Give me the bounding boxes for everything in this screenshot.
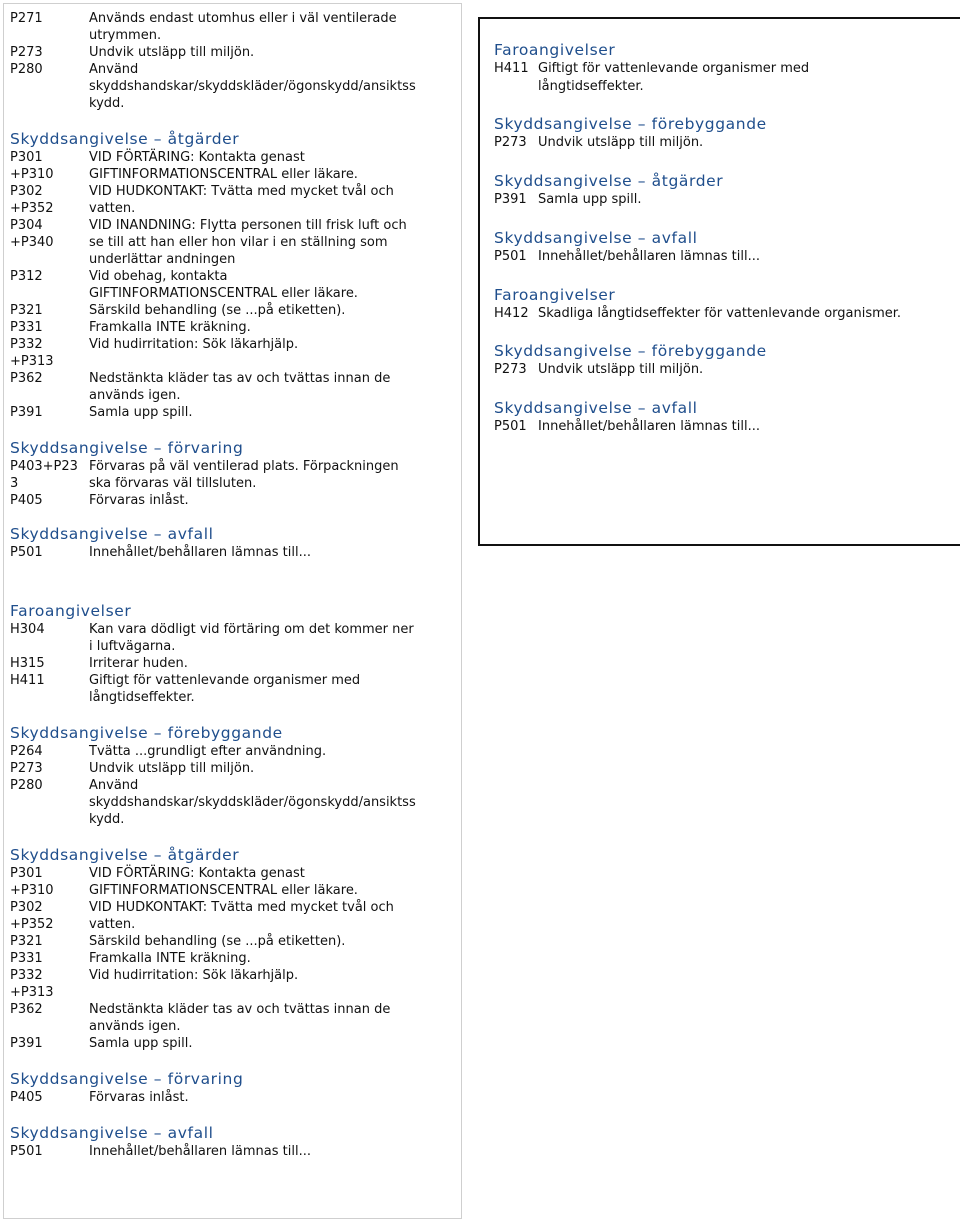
section-heading: Faroangivelser <box>10 602 132 620</box>
section-heading: Skyddsangivelse – förebyggande <box>10 724 283 742</box>
continuation-rows <box>10 10 450 112</box>
statement-code: P302 +P352 <box>10 184 54 216</box>
statement-text: VID INANDNING: Flytta personen till frisk luft och se till att han eller hon vilar i en ställning som underlättar andningen <box>89 218 407 267</box>
statement-row <box>10 760 450 777</box>
statement-code: P391 <box>494 192 527 207</box>
statement-code: P332 +P313 <box>10 968 54 1000</box>
statement-text: Undvik utsläpp till miljön. <box>89 761 255 776</box>
right-sections <box>494 40 954 436</box>
section-rows <box>494 418 954 436</box>
section-rows <box>10 865 450 1052</box>
statement-row <box>10 268 450 302</box>
statement-code: P362 <box>10 371 43 386</box>
statement-code: H412 <box>494 306 529 321</box>
section-rows <box>10 544 450 561</box>
section-rows <box>494 60 954 96</box>
statement-section <box>494 228 954 266</box>
statement-row <box>10 370 450 404</box>
statement-text: VID FÖRTÄRING: Kontakta genast GIFTINFORMATIONSCENTRAL eller läkare. <box>89 866 358 898</box>
statement-text: Samla upp spill. <box>89 405 193 420</box>
left-sections-part-1 <box>10 129 450 561</box>
statement-text: Använd skyddshandskar/skyddskläder/ögonskydd/ansiktss kydd. <box>89 778 416 827</box>
statement-code: P280 <box>10 62 43 77</box>
statement-code: P302 +P352 <box>10 900 54 932</box>
statement-section <box>494 285 954 323</box>
section-heading: Skyddsangivelse – avfall <box>10 525 214 543</box>
statement-text: Använd skyddshandskar/skyddskläder/ögonskydd/ansiktss kydd. <box>89 62 416 111</box>
statement-text: Undvik utsläpp till miljön. <box>538 135 704 150</box>
statement-section <box>494 171 954 209</box>
statement-code: H411 <box>494 61 529 76</box>
statement-text: Nedstänkta kläder tas av och tvättas innan de används igen. <box>89 1002 391 1034</box>
statement-row <box>10 1001 450 1035</box>
section-rows <box>494 134 954 152</box>
statement-section <box>10 845 450 1052</box>
statement-row <box>10 621 450 655</box>
statement-row <box>494 191 954 209</box>
statement-code: H315 <box>10 656 45 671</box>
statement-text: Vid hudirritation: Sök läkarhjälp. <box>89 968 299 983</box>
statement-row <box>494 305 954 323</box>
statement-text: Särskild behandling (se ...på etiketten). <box>89 934 346 949</box>
statement-section <box>10 601 450 706</box>
section-heading: Skyddsangivelse – förebyggande <box>494 342 767 360</box>
statement-row <box>10 149 450 183</box>
section-heading: Skyddsangivelse – åtgärder <box>10 846 240 864</box>
statement-code: P501 <box>494 419 527 434</box>
section-rows <box>494 248 954 266</box>
statement-code: P331 <box>10 951 43 966</box>
statement-text: Särskild behandling (se ...på etiketten). <box>89 303 346 318</box>
statement-code: P501 <box>10 545 43 560</box>
statement-code: P391 <box>10 1036 43 1051</box>
statement-row <box>10 458 450 492</box>
statement-row <box>10 899 450 933</box>
statement-section <box>494 398 954 436</box>
statement-row <box>10 492 450 509</box>
statement-code: P273 <box>494 362 527 377</box>
section-rows <box>10 1089 450 1106</box>
section-rows <box>494 191 954 209</box>
statement-code: P301 +P310 <box>10 866 54 898</box>
statement-text: Används endast utomhus eller i väl ventilerade utrymmen. <box>89 11 397 43</box>
statement-code: P501 <box>10 1144 43 1159</box>
statement-code: P362 <box>10 1002 43 1017</box>
section-rows <box>10 458 450 509</box>
section-rows <box>10 1143 450 1160</box>
left-column <box>10 10 450 1160</box>
statement-section <box>10 1123 450 1160</box>
statement-code: H411 <box>10 673 45 688</box>
statement-code: P331 <box>10 320 43 335</box>
statement-text: Nedstänkta kläder tas av och tvättas innan de används igen. <box>89 371 391 403</box>
statement-row <box>494 361 954 379</box>
statement-text: Framkalla INTE kräkning. <box>89 320 251 335</box>
left-sections-part-2 <box>10 601 450 1160</box>
statement-code: P403+P23 3 <box>10 459 78 491</box>
statement-row <box>10 544 450 561</box>
statement-code: P312 <box>10 269 43 284</box>
statement-text: Förvaras på väl ventilerad plats. Förpackningen ska förvaras väl tillsluten. <box>89 459 399 491</box>
statement-row <box>10 183 450 217</box>
statement-text: Vid obehag, kontakta GIFTINFORMATIONSCENTRAL eller läkare. <box>89 269 358 301</box>
statement-row <box>10 217 450 268</box>
statement-row <box>10 61 450 112</box>
section-heading: Skyddsangivelse – åtgärder <box>10 130 240 148</box>
section-rows <box>10 149 450 421</box>
section-rows <box>10 743 450 828</box>
statement-row <box>10 1035 450 1052</box>
statement-row <box>10 865 450 899</box>
statement-code: P301 +P310 <box>10 150 54 182</box>
section-rows <box>494 361 954 379</box>
statement-row <box>494 60 954 96</box>
statement-row <box>10 336 450 370</box>
statement-section <box>494 114 954 152</box>
statement-row <box>10 302 450 319</box>
section-heading: Skyddsangivelse – avfall <box>494 399 698 417</box>
section-heading: Faroangivelser <box>494 286 616 304</box>
statement-text: Irriterar huden. <box>89 656 188 671</box>
statement-text: Innehållet/behållaren lämnas till... <box>538 419 760 434</box>
section-heading: Faroangivelser <box>494 41 616 59</box>
statement-row <box>10 44 450 61</box>
statement-text: Förvaras inlåst. <box>89 1090 189 1105</box>
statement-text: Framkalla INTE kräkning. <box>89 951 251 966</box>
statement-text: VID HUDKONTAKT: Tvätta med mycket tvål och vatten. <box>89 184 394 216</box>
statement-code: P273 <box>10 761 43 776</box>
statement-code: P273 <box>494 135 527 150</box>
statement-row <box>10 950 450 967</box>
statement-section <box>494 40 954 96</box>
section-heading: Skyddsangivelse – förvaring <box>10 439 244 457</box>
statement-text: Giftigt för vattenlevande organismer med långtidseffekter. <box>538 61 810 94</box>
statement-code: P321 <box>10 303 43 318</box>
statement-text: Samla upp spill. <box>89 1036 193 1051</box>
statement-text: Vid hudirritation: Sök läkarhjälp. <box>89 337 299 352</box>
statement-text: Undvik utsläpp till miljön. <box>89 45 255 60</box>
statement-row <box>10 967 450 1001</box>
statement-code: P391 <box>10 405 43 420</box>
statement-text: VID HUDKONTAKT: Tvätta med mycket tvål och vatten. <box>89 900 394 932</box>
statement-code: P273 <box>10 45 43 60</box>
statement-row <box>10 10 450 44</box>
statement-row <box>10 319 450 336</box>
statement-row <box>10 404 450 421</box>
section-rows <box>494 305 954 323</box>
section-heading: Skyddsangivelse – åtgärder <box>494 172 724 190</box>
statement-code: P321 <box>10 934 43 949</box>
statement-text: Förvaras inlåst. <box>89 493 189 508</box>
statement-code: P280 <box>10 778 43 793</box>
statement-row <box>10 655 450 672</box>
statement-text: Tvätta ...grundligt efter användning. <box>89 744 327 759</box>
section-heading: Skyddsangivelse – avfall <box>10 1124 214 1142</box>
statement-row <box>10 743 450 760</box>
section-heading: Skyddsangivelse – avfall <box>494 229 698 247</box>
statement-code: P271 <box>10 11 43 26</box>
statement-text: Kan vara dödligt vid förtäring om det kommer ner i luftvägarna. <box>89 622 414 654</box>
statement-code: P405 <box>10 1090 43 1105</box>
statement-text: Giftigt för vattenlevande organismer med långtidseffekter. <box>89 673 361 705</box>
statement-code: P501 <box>494 249 527 264</box>
statement-row <box>10 777 450 828</box>
statement-text: Innehållet/behållaren lämnas till... <box>89 1144 311 1159</box>
statement-text: Undvik utsläpp till miljön. <box>538 362 704 377</box>
statement-section <box>10 524 450 561</box>
statement-code: H304 <box>10 622 45 637</box>
statement-row <box>10 1143 450 1160</box>
section-heading: Skyddsangivelse – förebyggande <box>494 115 767 133</box>
statement-text: Innehållet/behållaren lämnas till... <box>538 249 760 264</box>
statement-text: Samla upp spill. <box>538 192 642 207</box>
statement-section <box>494 341 954 379</box>
section-rows <box>10 621 450 706</box>
section-heading: Skyddsangivelse – förvaring <box>10 1070 244 1088</box>
statement-code: P264 <box>10 744 43 759</box>
statement-text: Innehållet/behållaren lämnas till... <box>89 545 311 560</box>
statement-row <box>494 248 954 266</box>
statement-row <box>10 672 450 706</box>
right-column <box>494 40 954 436</box>
statement-text: VID FÖRTÄRING: Kontakta genast GIFTINFORMATIONSCENTRAL eller läkare. <box>89 150 358 182</box>
statement-section <box>10 723 450 828</box>
statement-row <box>494 134 954 152</box>
statement-code: P332 +P313 <box>10 337 54 369</box>
statement-row <box>10 1089 450 1106</box>
statement-section <box>10 129 450 421</box>
statement-row <box>494 418 954 436</box>
statement-section <box>10 1069 450 1106</box>
statement-section <box>10 438 450 509</box>
statement-text: Skadliga långtidseffekter för vattenlevande organismer. <box>538 306 902 321</box>
statement-code: P405 <box>10 493 43 508</box>
statement-row <box>10 933 450 950</box>
statement-code: P304 +P340 <box>10 218 54 250</box>
